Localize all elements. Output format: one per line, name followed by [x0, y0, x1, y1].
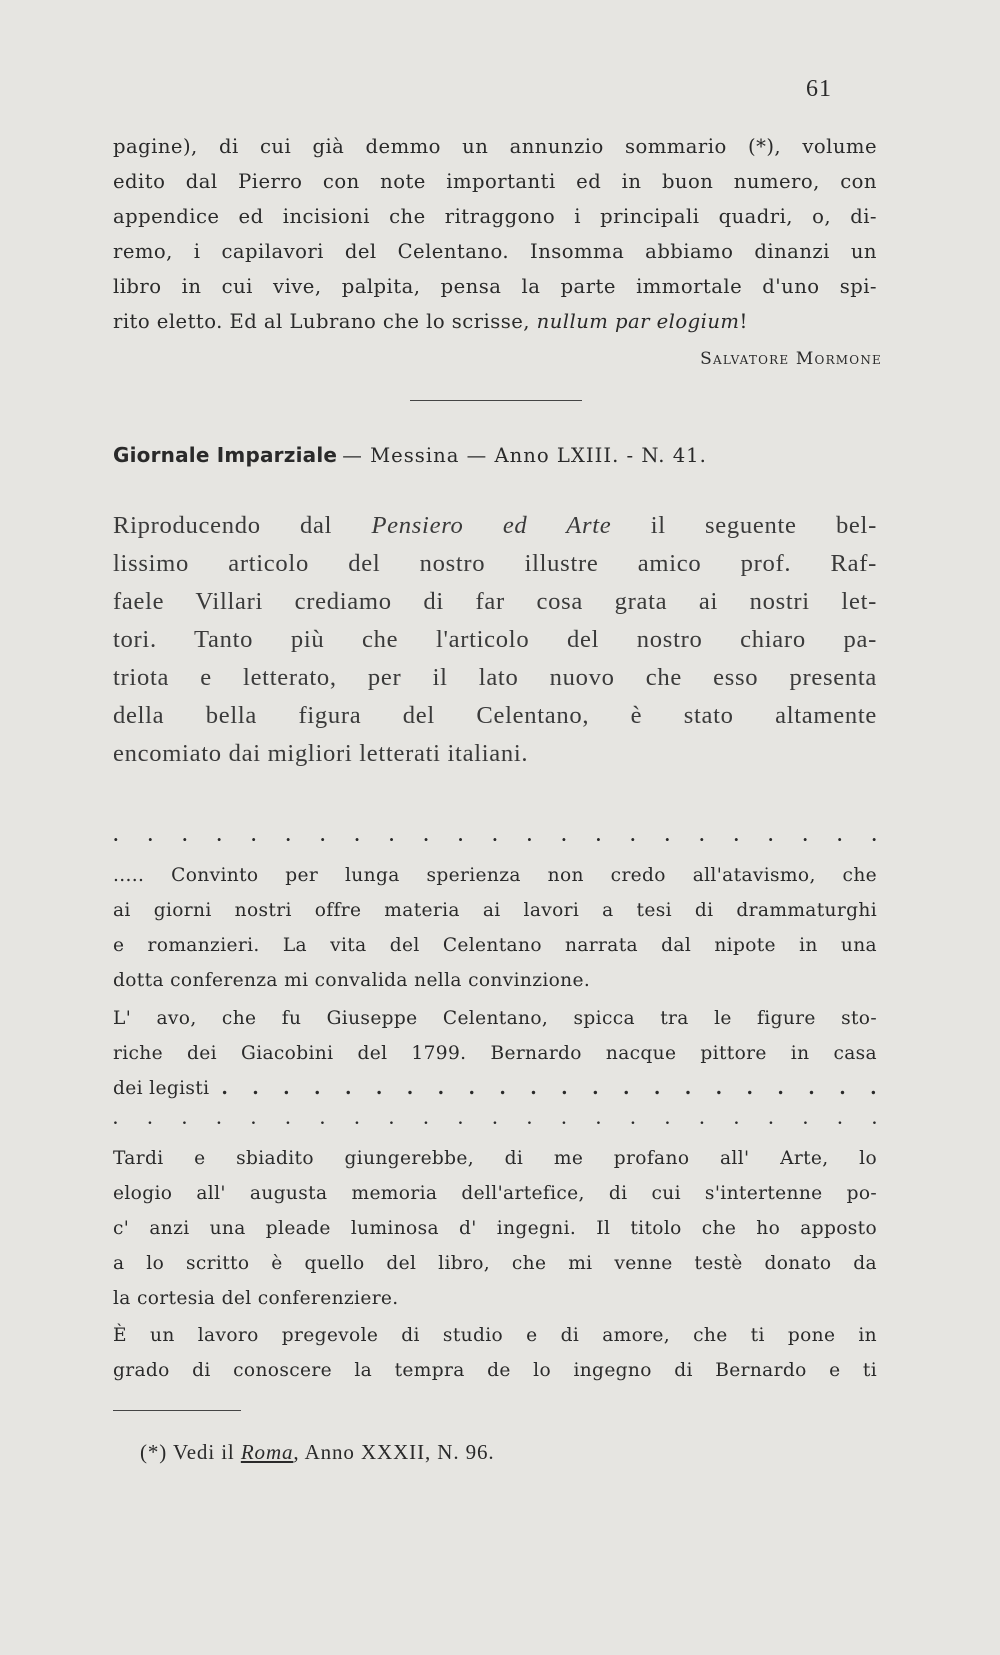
footnote-mark: (*) Vedi il: [140, 1440, 235, 1464]
article-line: dotta conferenza mi convalida nella convinzione.: [113, 970, 591, 991]
newspaper-title: Roma: [240, 1440, 294, 1464]
text-fragment: rito eletto. Ed al Lubrano che lo scrisse,: [113, 310, 530, 333]
text-line: edito dal Pierro con note importanti ed in buon numero, con: [113, 170, 877, 193]
text-fragment: il seguente bel-: [650, 512, 877, 539]
article-line: a lo scritto è quello del libro, che mi venne testè donato da: [113, 1253, 877, 1274]
section-divider: [410, 400, 582, 401]
intro-line: della bella figura del Celentano, è stato altamente: [113, 702, 877, 729]
text-line: pagine), di cui già demmo un annunzio sommario (*), volume: [113, 135, 877, 158]
text-fragment: Riproducendo dal: [113, 512, 333, 539]
article-line: la cortesia del conferenziere.: [113, 1288, 399, 1309]
article-line: e romanzieri. La vita del Celentano narrata dal nipote in una: [113, 935, 877, 956]
footnote-reference: , Anno XXXII, N. 96.: [293, 1440, 495, 1464]
exclamation: !: [739, 310, 748, 333]
article-line: elogio all' augusta memoria dell'artefice, di cui s'intertenne po-: [113, 1183, 877, 1204]
latin-phrase: nullum par elogium: [536, 310, 740, 333]
intro-line: encomiato dai migliori letterati italiani.: [113, 740, 529, 767]
footnote-rule: [113, 1410, 241, 1411]
article-line: riche dei Giacobini del 1799. Bernardo nacque pittore in casa: [113, 1043, 877, 1064]
article-line: c' anzi una pleade luminosa d' ingegni. Il titolo che ho apposto: [113, 1218, 877, 1239]
article-line: ai giorni nostri offre materia ai lavori a tesi di drammaturghi: [113, 900, 877, 921]
intro-line: lissimo articolo del nostro illustre amico prof. Raf-: [113, 550, 877, 577]
text-line: libro in cui vive, palpita, pensa la parte immortale d'uno spi-: [113, 275, 877, 298]
intro-line: tori. Tanto più che l'articolo del nostro chiaro pa-: [113, 626, 877, 653]
page-number: 61: [806, 76, 832, 102]
text-fragment: dei legisti: [113, 1078, 210, 1099]
article-line: L' avo, che fu Giuseppe Celentano, spicca tra le figure sto-: [113, 1008, 877, 1029]
source-details: — Messina — Anno LXIII. - N. 41.: [342, 444, 707, 467]
article-line: È un lavoro pregevole di studio e di amore, che ti pone in: [113, 1325, 877, 1346]
text-line-last: [113, 310, 877, 333]
source-heading: [113, 443, 877, 467]
article-line: Tardi e sbiadito giungerebbe, di me profano all' Arte, lo: [113, 1148, 877, 1169]
intro-line: faele Villari crediamo di far cosa grata ai nostri let-: [113, 588, 877, 615]
article-line: ..... Convinto per lunga sperienza non credo all'atavismo, che: [113, 865, 877, 886]
article-line: [113, 1078, 877, 1099]
ellipsis-row: . . . . . . . . . . . . . . . . . . . . . . .: [113, 826, 877, 845]
text-line: appendice ed incisioni che ritraggono i principali quadri, o, di-: [113, 205, 877, 228]
article-line: grado di conoscere la tempra de lo ingegno di Bernardo e ti: [113, 1360, 877, 1381]
intro-line: triota e letterato, per il lato nuovo che esso presenta: [113, 664, 877, 691]
intro-line: [113, 512, 877, 540]
text-line: remo, i capilavori del Celentano. Insomma abbiamo dinanzi un: [113, 240, 877, 263]
signature: Salvatore Mormone: [700, 349, 882, 369]
ellipsis-leader: . . . . . . . . . . . . . . . . . . . . . .: [221, 1078, 877, 1099]
ellipsis-row: . . . . . . . . . . . . . . . . . . . . . . .: [113, 1112, 877, 1128]
journal-title: Pensiero ed Arte: [371, 512, 612, 539]
newspaper-name: Giornale Imparziale: [113, 443, 338, 467]
footnote: [140, 1440, 495, 1465]
